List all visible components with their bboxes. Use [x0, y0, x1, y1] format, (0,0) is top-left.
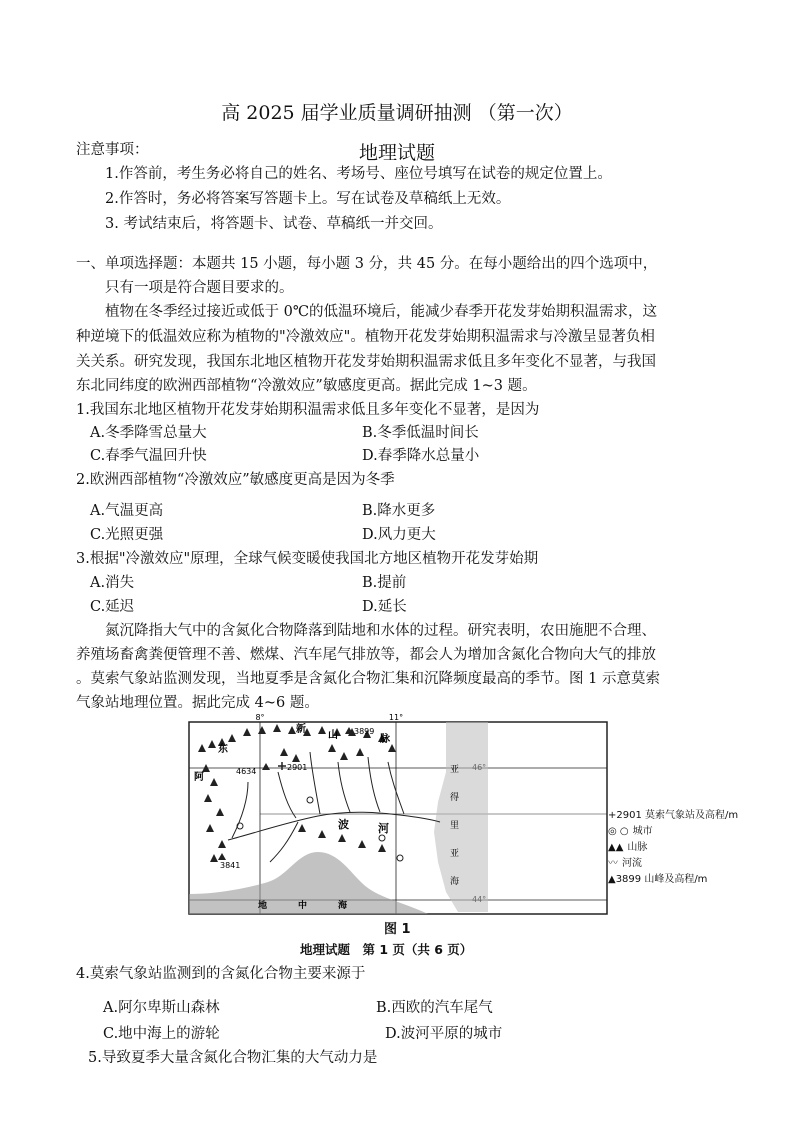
option: D.延长: [362, 599, 407, 615]
map-label: 脉: [380, 734, 390, 745]
map-label: 波: [338, 818, 349, 831]
option: B.西欧的汽车尾气: [376, 1000, 493, 1016]
passage-line: 。莫索气象站监测发现，当地夏季是含氮化合物汇集和沉降频度最高的季节。图 1 示意莫索: [76, 671, 660, 687]
option: A.阿尔卑斯山森林: [103, 1000, 220, 1016]
map-label: 河: [378, 822, 389, 835]
map-figure: [188, 712, 608, 916]
peak-elevation: 3841: [220, 861, 241, 870]
option: A.气温更高: [90, 503, 164, 519]
option: D.春季降水总量小: [362, 448, 480, 464]
passage-line: 关关系。研究发现，我国东北地区植物开花发芽始期积温需求低且多年变化不显著，与我国: [76, 354, 656, 370]
svg-text:里: 里: [450, 821, 460, 831]
station-elevation: 2901: [287, 763, 308, 772]
question-stem: 5.导致夏季大量含氮化合物汇集的大气动力是: [88, 1050, 378, 1066]
section-heading: 一、单项选择题：本题共 15 小题，每小题 3 分，共 45 分。在每小题给出的四个选项中，: [76, 256, 658, 272]
option: C.春季气温回升快: [90, 448, 207, 464]
legend-river: 〰 河流: [608, 856, 738, 872]
mountain-icon: ▲▲: [608, 842, 624, 853]
question-stem: 2.欧洲西部植物“冷激效应”敏感度更高是因为冬季: [76, 472, 395, 488]
lon-label: 8°: [255, 713, 265, 722]
legend-city: ◎ ○ 城市: [608, 824, 738, 840]
svg-text:亚: 亚: [450, 765, 460, 775]
svg-text:中: 中: [298, 901, 308, 911]
city-icon: ◎ ○: [608, 826, 629, 837]
notice-item: 2.作答时，务必将答案写答题卡上。写在试卷及草稿纸上无效。: [105, 191, 511, 207]
passage-line: 养殖场畜禽粪便管理不善、燃煤、汽车尾气排放等，都会人为增加含氮化合物向大气的排放: [76, 647, 656, 663]
question-stem: 1.我国东北地区植物开花发芽始期积温需求低且多年变化不显著，是因为: [76, 402, 540, 418]
svg-text:地: 地: [258, 901, 268, 911]
option: C.光照更强: [90, 527, 164, 543]
option: D.风力更大: [362, 527, 436, 543]
section-heading-cont: 只有一项是符合题目要求的。: [105, 280, 294, 296]
figure-caption: 图 1: [384, 922, 411, 937]
legend-peak: ▲3899 山峰及高程/m: [608, 874, 708, 885]
question-stem: 3.根据"冷激效应"原理，全球气候变暖使我国北方地区植物开花发芽始期: [76, 551, 539, 567]
notice-item: 3. 考试结束后，将答题卡、试卷、草稿纸一并交回。: [105, 216, 443, 232]
river-icon: 〰: [608, 858, 618, 869]
svg-text:亚: 亚: [450, 849, 460, 859]
passage-line: 种逆境下的低温效应称为植物的"冷激效应"。植物开花发芽始期积温需求与冷激呈显著负相: [76, 329, 655, 345]
map-label: 东: [218, 744, 228, 755]
svg-text:海: 海: [338, 901, 348, 911]
passage-line: 气象站地理位置。据此完成 4~6 题。: [76, 695, 319, 711]
option: B.提前: [362, 575, 407, 591]
peak-elevation: 3899: [354, 727, 375, 736]
question-stem: 4.莫索气象站监测到的含氮化合物主要来源于: [76, 966, 366, 982]
passage-line: 东北同纬度的欧洲西部植物“冷激效应”敏感度更高。据此完成 1~3 题。: [76, 378, 537, 394]
map-legend: [608, 808, 738, 888]
exam-title: 高 2025 届学业质量调研抽测 （第一次）: [221, 102, 573, 124]
peak-elevation: 4634: [236, 767, 257, 776]
lon-label: 11°: [388, 713, 404, 722]
exam-subtitle: 地理试题: [358, 142, 435, 164]
notice-heading: 注意事项：: [76, 142, 149, 158]
option: D.波河平原的城市: [385, 1026, 503, 1042]
option: C.地中海上的游轮: [103, 1026, 220, 1042]
option: C.延迟: [90, 599, 135, 615]
map-svg: [188, 712, 608, 916]
map-label: 山: [328, 730, 338, 741]
svg-text:海: 海: [450, 877, 460, 887]
passage-line: 植物在冬季经过接近或低于 0℃的低温环境后，能减少春季开花发芽始期积温需求，这: [105, 304, 658, 320]
map-label: 新: [296, 724, 306, 735]
legend-mountain: ▲▲ 山脉: [608, 840, 738, 856]
option: B.冬季低温时间长: [362, 425, 479, 441]
notice-item: 1.作答前，考生务必将自己的姓名、考场号、座位号填写在试卷的规定位置上。: [105, 166, 612, 182]
option: B.降水更多: [362, 503, 436, 519]
map-label: 阿: [194, 772, 204, 783]
page-footer: 地理试题 第 1 页（共 6 页）: [300, 942, 473, 957]
option: A.冬季降雪总量大: [90, 425, 207, 441]
option: A.消失: [90, 575, 135, 591]
passage-line: 氮沉降指大气中的含氮化合物降落到陆地和水体的过程。研究表明，农田施肥不合理、: [105, 623, 656, 639]
legend-station: +2901 莫索气象站及高程/m: [608, 810, 739, 821]
map-frame: [189, 722, 607, 914]
svg-text:得: 得: [450, 793, 460, 803]
